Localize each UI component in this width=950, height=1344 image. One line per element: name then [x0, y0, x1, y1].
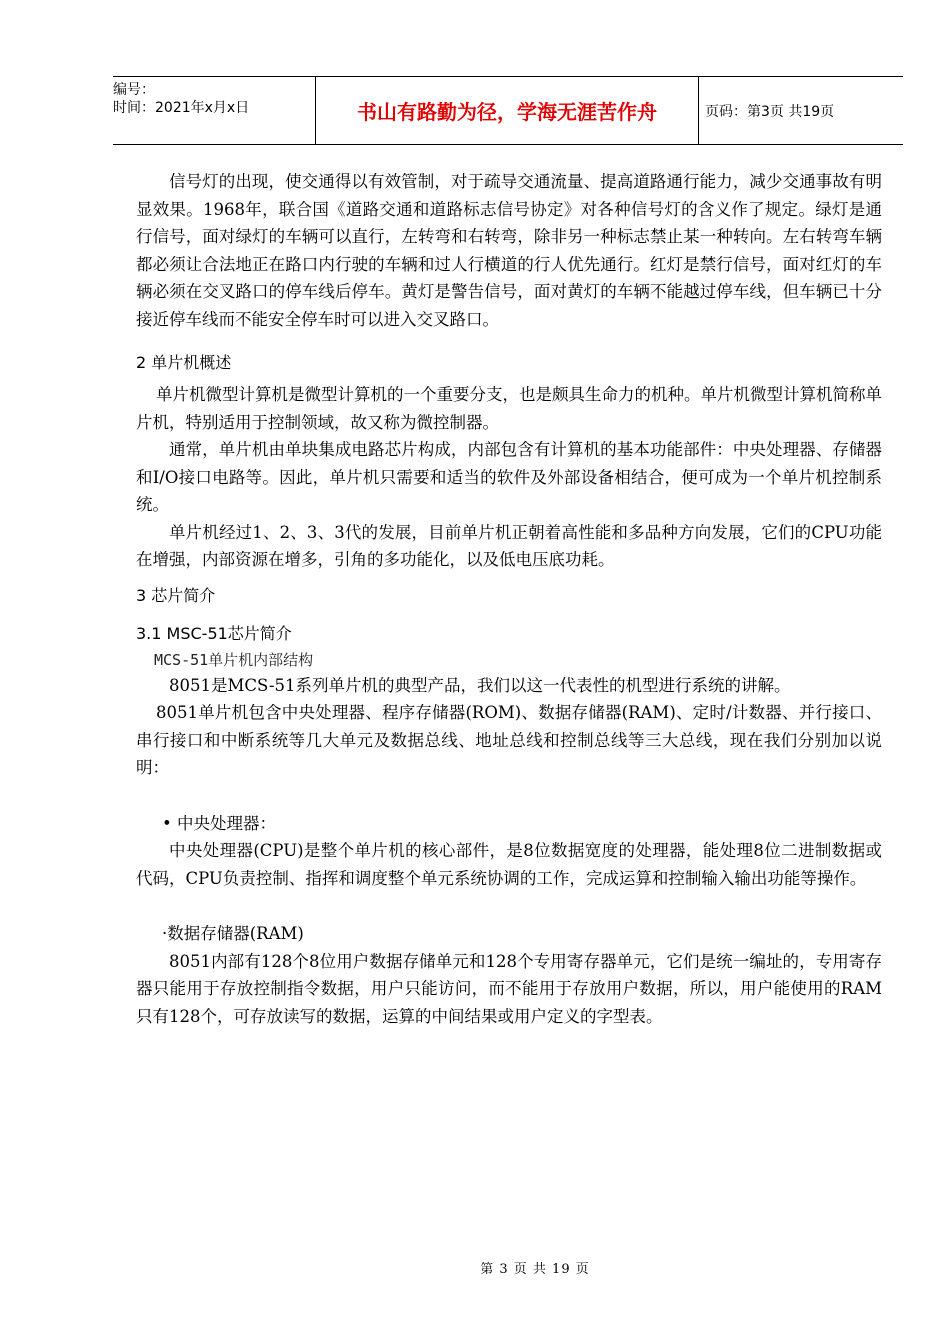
- header-page-info: 页码：第3页 共19页: [705, 103, 835, 120]
- spacer: [136, 782, 882, 810]
- paragraph-mcu-development: 单片机经过1、2、3、3代的发展，目前单片机正朝着高性能和多品种方向发展，它们的CPU功能在增强，内部资源在增多，引角的多功能化，以及低电压底功耗。: [136, 522, 882, 569]
- paragraph-mcu-intro: 单片机微型计算机是微型计算机的一个重要分支，也是颇具生命力的机种。单片机微型计算机简称单片机，特别适用于控制领域，故又称为微控制器。: [136, 385, 882, 432]
- heading-section-3: 3 芯片简介: [136, 585, 216, 605]
- document-body: [136, 168, 882, 1030]
- paragraph-cpu: 中央处理器(CPU)是整个单片机的核心部件，是8位数据宽度的处理器，能处理8位二进制数据或代码，CPU负责控制、指挥和调度整个单元系统协调的工作，完成运算和控制输入输出功能等操作。: [136, 841, 882, 888]
- page-header: [113, 76, 903, 145]
- bullet-ram-title: ·数据存储器(RAM): [162, 924, 304, 943]
- paragraph-ram: 8051内部有128个8位用户数据存储单元和128个专用寄存器单元，它们是统一编址的，专用寄存器只能用于存放控制指令数据，用户只能访问，而不能用于存放用户数据，所以，用户能使用的RAM只有128个，可存放读写的数据，运算的中间结果或用户定义的字型表。: [136, 951, 882, 1026]
- number-label: 编号：: [113, 82, 155, 98]
- heading-section-2: 2 单片机概述: [136, 353, 232, 372]
- paragraph-8051-components: 8051单片机包含中央处理器、程序存储器(ROM)、数据存储器(RAM)、定时/计数器、并行接口、串行接口和中断系统等几大单元及数据总线、地址总线和控制总线等三大总线，现在我们分别加以说明：: [136, 703, 882, 777]
- bullet-cpu-title: • 中央处理器：: [162, 813, 276, 833]
- subheading-internal-structure: MCS-51单片机内部结构: [154, 650, 314, 669]
- spacer: [136, 892, 882, 920]
- header-motto: 书山有路勤为径，学海无涯苦作舟: [315, 77, 699, 144]
- heading-section-3-1: 3.1 MSC-51芯片简介: [136, 623, 292, 643]
- header-meta: [113, 77, 315, 144]
- time-label: 时间：2021年x月x日: [113, 100, 250, 116]
- paragraph-traffic-lights: 信号灯的出现，使交通得以有效管制，对于疏导交通流量、提高道路通行能力，减少交通事故有明显效果。1968年，联合国《道路交通和道路标志信号协定》对各种信号灯的含义作了规定。绿灯是通行信号，面对绿灯的车辆可以直行，左转弯和右转弯，除非另一种标志禁止某一种转向。左右转弯车辆都必须让合法地正在路口内行驶的车辆和过人行横道的行人优先通行。红灯是禁行信号，面对红灯的车辆必须在交叉路口的停车线后停车。黄灯是警告信号，面对黄灯的车辆不能越过停车线，但车辆已十分接近停车线而不能安全停车时可以进入交叉路口。: [136, 172, 882, 329]
- paragraph-mcu-structure: 通常，单片机由单块集成电路芯片构成，内部包含有计算机的基本功能部件：中央处理器、存储器和I/O接口电路等。因此，单片机只需要和适当的软件及外部设备相结合，便可成为一个单片机控制系统。: [136, 440, 882, 514]
- page-footer: 第 3 页 共 19 页: [480, 1262, 590, 1277]
- paragraph-8051-intro: 8051是MCS-51系列单片机的典型产品，我们以这一代表性的机型进行系统的讲解。: [169, 675, 791, 695]
